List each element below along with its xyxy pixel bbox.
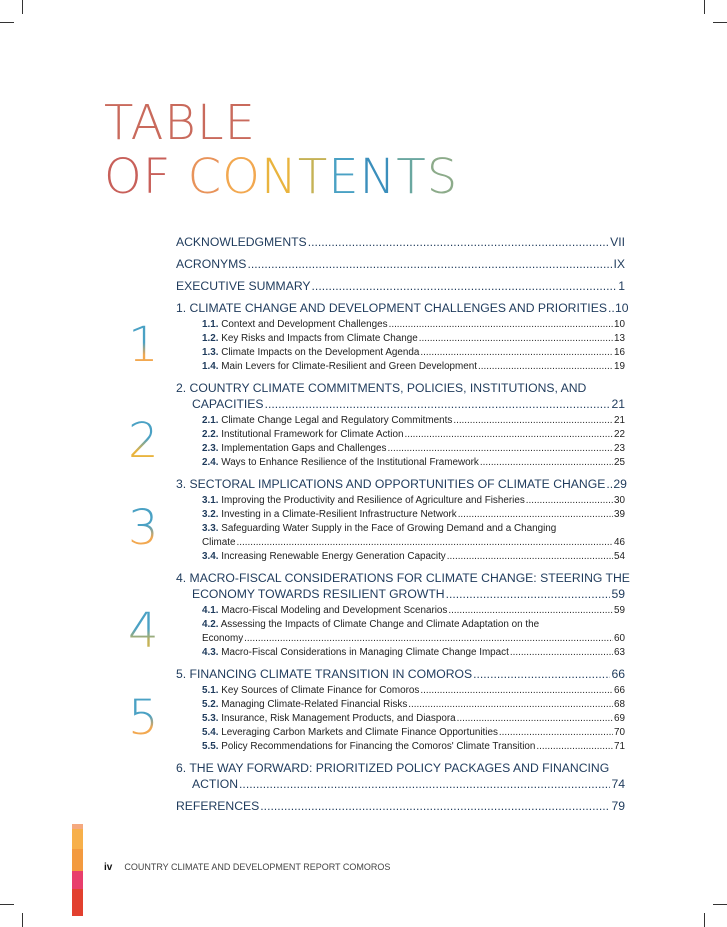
- leader-dots: [526, 494, 613, 508]
- toc-entry[interactable]: [176, 476, 625, 492]
- crop-mark: [713, 22, 727, 23]
- leader-dots: [447, 550, 613, 564]
- toc-subentry[interactable]: [176, 698, 625, 712]
- toc-page-number: 68: [614, 699, 625, 710]
- toc-subentry[interactable]: [176, 360, 625, 374]
- toc-page-number: 59: [611, 587, 625, 601]
- toc-entry-title: Leveraging Carbon Markets and Climate Finance Opportunities: [221, 727, 498, 738]
- toc-page-number: 59: [614, 605, 625, 616]
- leader-dots: [247, 256, 612, 272]
- chapter-number-3: 3: [128, 500, 159, 556]
- footer-page-number: iv: [104, 862, 113, 873]
- leader-dots: [312, 278, 618, 294]
- title-segment: N: [359, 149, 397, 205]
- toc-entry-title: Policy Recommendations for Financing the Comoros' Climate Transition: [221, 741, 536, 752]
- leader-dots: [499, 726, 613, 740]
- toc-entry-title: Insurance, Risk Management Products, and Diaspora: [221, 713, 456, 724]
- leader-dots: [420, 684, 613, 698]
- toc-entry-title: 4. MACRO-FISCAL CONSIDERATIONS FOR CLIMATE CHANGE: STEERING THE: [176, 571, 630, 585]
- toc-entry-title: Implementation Gaps and Challenges: [221, 443, 387, 454]
- leader-dots: [408, 698, 613, 712]
- toc-page-number: 10: [614, 319, 625, 330]
- toc-entry-title: Safeguarding Water Supply in the Face of Growing Demand and a Changing: [221, 523, 557, 534]
- leader-dots: [478, 360, 613, 374]
- crop-mark: [713, 904, 727, 905]
- toc-section-number: 2.1.: [202, 415, 219, 426]
- title-segment: OF: [104, 149, 188, 205]
- toc-section-number: 3.4.: [202, 551, 219, 562]
- leader-dots: [458, 508, 613, 522]
- toc-page-number: 39: [614, 509, 625, 520]
- toc-page-number: 21: [611, 397, 625, 411]
- toc-subentry[interactable]: [176, 318, 625, 332]
- page-footer: [104, 862, 390, 873]
- toc-entry-title: Institutional Framework for Climate Action: [221, 429, 404, 440]
- toc-subentry[interactable]: [176, 442, 625, 456]
- leader-dots: [308, 234, 609, 250]
- toc-entry-title: 1. CLIMATE CHANGE AND DEVELOPMENT CHALLENGES AND PRIORITIES: [176, 301, 607, 315]
- crop-mark: [0, 22, 14, 23]
- leader-dots: [239, 776, 610, 792]
- toc-section-number: 1.1.: [202, 319, 219, 330]
- title-segment: T: [297, 149, 329, 205]
- toc-section-number: 4.2.: [202, 619, 219, 630]
- title-line-2: [104, 150, 458, 204]
- toc-section-number: 1.2.: [202, 333, 219, 344]
- leader-dots: [446, 586, 611, 602]
- toc-entry-title: Improving the Productivity and Resilience of Agriculture and Fisheries: [221, 495, 525, 506]
- toc-page-number: 74: [611, 777, 625, 791]
- toc-entry-title-continued: CAPACITIES: [192, 397, 264, 411]
- toc-entry[interactable]: [176, 234, 625, 250]
- toc-entry-title: EXECUTIVE SUMMARY: [176, 279, 311, 293]
- toc-entry-title: Climate Impacts on the Development Agenda: [221, 347, 420, 358]
- toc-entry[interactable]: [176, 798, 625, 814]
- toc-page-number: 23: [614, 443, 625, 454]
- leader-dots: [419, 332, 613, 346]
- title-segment: O: [222, 149, 261, 205]
- toc-section-number: 4.3.: [202, 647, 219, 658]
- toc-subentry[interactable]: [176, 726, 625, 740]
- toc-entry-title: Macro-Fiscal Considerations in Managing Climate Change Impact: [221, 647, 509, 658]
- title-segment: E: [328, 149, 360, 205]
- toc-entry-title: Assessing the Impacts of Climate Change and Climate Adaptation on the: [220, 619, 540, 630]
- crop-mark: [22, 0, 23, 14]
- leader-dots: [404, 428, 613, 442]
- toc-page-number: 22: [614, 429, 625, 440]
- toc-subentry[interactable]: [176, 550, 625, 564]
- toc-page-number: 30: [614, 495, 625, 506]
- toc-entry-title: Key Sources of Climate Finance for Comoros: [221, 685, 420, 696]
- leader-dots: [606, 476, 612, 492]
- toc-entry-title: Ways to Enhance Resilience of the Institutional Framework: [221, 457, 479, 468]
- toc-subentry[interactable]: [176, 684, 625, 698]
- toc-page-number: 29: [613, 477, 627, 491]
- toc-page-number: 66: [611, 667, 625, 681]
- toc-entry-title: ACKNOWLEDGMENTS: [176, 235, 307, 249]
- toc-entry[interactable]: [176, 570, 630, 602]
- toc-section-number: 2.4.: [202, 457, 219, 468]
- toc-subentry[interactable]: [176, 456, 625, 470]
- toc-subentry[interactable]: [176, 740, 625, 754]
- toc-section-number: 5.5.: [202, 741, 219, 752]
- color-bar-segment: [72, 889, 83, 916]
- toc-entry-title-continued: ACTION: [192, 777, 239, 791]
- toc-entry-title: 2. COUNTRY CLIMATE COMMITMENTS, POLICIES, INSTITUTIONS, AND: [176, 381, 587, 395]
- toc-entry-title: Increasing Renewable Energy Generation Capacity: [221, 551, 446, 562]
- toc-page-number: 46: [614, 537, 625, 548]
- leader-dots: [389, 318, 613, 332]
- toc-page-number: 1: [618, 279, 625, 293]
- leader-dots: [480, 456, 613, 470]
- leader-dots: [448, 604, 613, 618]
- title-segment: N: [260, 149, 298, 205]
- crop-mark: [0, 904, 14, 905]
- toc-entry-title: Context and Development Challenges: [221, 319, 388, 330]
- toc-entry-title: 6. THE WAY FORWARD: PRIORITIZED POLICY PACKAGES AND FINANCING: [176, 761, 610, 775]
- toc-page-number: 71: [614, 741, 625, 752]
- toc-page-number: 70: [614, 727, 625, 738]
- toc-page-number: 10: [614, 301, 629, 315]
- leader-dots: [453, 414, 613, 428]
- leader-dots: [260, 798, 610, 814]
- leader-dots: [265, 396, 611, 412]
- toc-section-number: 2.2.: [202, 429, 219, 440]
- toc-subentry[interactable]: [176, 428, 625, 442]
- toc-entry[interactable]: [176, 760, 625, 792]
- toc-section-number: 5.4.: [202, 727, 219, 738]
- toc-section-number: 3.2.: [202, 509, 219, 520]
- toc-page-number: 79: [611, 799, 625, 813]
- toc-entry-title-continued: ECONOMY TOWARDS RESILIENT GROWTH: [192, 587, 445, 601]
- toc-entry-title: Climate Change Legal and Regulatory Commitments: [221, 415, 453, 426]
- toc-section-number: 1.3.: [202, 347, 219, 358]
- toc-section-number: 1.4.: [202, 361, 219, 372]
- toc-page-number: 69: [614, 713, 625, 724]
- title-segment: T: [396, 149, 427, 205]
- toc-page-number: 66: [614, 685, 625, 696]
- toc-page-number: VII: [610, 235, 625, 249]
- toc-section-number: 5.2.: [202, 699, 219, 710]
- title-line-1: [104, 96, 458, 150]
- toc-subentry[interactable]: [176, 346, 625, 360]
- toc-subentry[interactable]: [176, 508, 625, 522]
- color-bar-segment: [72, 871, 83, 889]
- leader-dots: [608, 300, 614, 316]
- toc-entry-title-continued: Economy: [202, 633, 244, 644]
- toc-page-number: 13: [614, 333, 625, 344]
- page-title: [104, 96, 458, 204]
- toc-page-number: 16: [614, 347, 625, 358]
- toc-entry-title: 5. FINANCING CLIMATE TRANSITION IN COMOROS: [176, 667, 473, 681]
- leader-dots: [536, 740, 613, 754]
- table-of-contents: [176, 234, 630, 814]
- crop-mark: [704, 0, 705, 14]
- toc-page-number: 21: [614, 415, 625, 426]
- title-segment: TABLE: [104, 95, 256, 151]
- toc-subentry[interactable]: [176, 646, 625, 660]
- title-segment: S: [426, 149, 459, 205]
- crop-mark: [704, 913, 705, 927]
- toc-entry[interactable]: [176, 300, 629, 316]
- title-segment: C: [187, 149, 223, 205]
- toc-subentry[interactable]: [176, 332, 625, 346]
- toc-section-number: 5.1.: [202, 685, 219, 696]
- toc-section-number: 4.1.: [202, 605, 219, 616]
- toc-subentry[interactable]: [176, 604, 625, 618]
- toc-page-number: 60: [614, 633, 625, 644]
- leader-dots: [244, 632, 613, 646]
- toc-section-number: 3.1.: [202, 495, 219, 506]
- color-bar-segment: [72, 829, 83, 849]
- toc-entry-title: REFERENCES: [176, 799, 260, 813]
- toc-entry[interactable]: [176, 380, 625, 412]
- toc-subentry[interactable]: [176, 522, 625, 550]
- toc-entry[interactable]: [176, 278, 625, 294]
- toc-entry-title-continued: Climate: [202, 537, 236, 548]
- chapter-number-1: 1: [128, 317, 159, 373]
- toc-subentry[interactable]: [176, 494, 625, 508]
- toc-section-number: 3.3.: [202, 523, 219, 534]
- chapter-number-2: 2: [128, 413, 159, 469]
- toc-entry-title: Investing in a Climate-Resilient Infrastructure Network: [221, 509, 457, 520]
- toc-section-number: 2.3.: [202, 443, 219, 454]
- toc-entry-title: 3. SECTORAL IMPLICATIONS AND OPPORTUNITIES OF CLIMATE CHANGE: [176, 477, 606, 491]
- toc-entry[interactable]: [176, 666, 625, 682]
- toc-page-number: 25: [614, 457, 625, 468]
- leader-dots: [387, 442, 613, 456]
- footer-report-title: COUNTRY CLIMATE AND DEVELOPMENT REPORT COMOROS: [124, 862, 391, 872]
- toc-page-number: 19: [614, 361, 625, 372]
- toc-page-number: 63: [614, 647, 625, 658]
- toc-entry[interactable]: [176, 256, 625, 272]
- color-bar-segment: [72, 849, 83, 871]
- chapter-number-4: 4: [128, 603, 159, 659]
- toc-subentry[interactable]: [176, 712, 625, 726]
- toc-subentry[interactable]: [176, 618, 625, 646]
- toc-subentry[interactable]: [176, 414, 625, 428]
- chapter-number-5: 5: [128, 690, 159, 746]
- toc-page-number: 54: [614, 551, 625, 562]
- leader-dots: [457, 712, 613, 726]
- toc-section-number: 5.3.: [202, 713, 219, 724]
- leader-dots: [510, 646, 613, 660]
- toc-entry-title: Key Risks and Impacts from Climate Change: [221, 333, 418, 344]
- toc-entry-title: Macro-Fiscal Modeling and Development Scenarios: [221, 605, 448, 616]
- crop-mark: [22, 913, 23, 927]
- leader-dots: [473, 666, 610, 682]
- toc-entry-title: Main Levers for Climate-Resilient and Green Development: [221, 361, 478, 372]
- toc-entry-title: Managing Climate-Related Financial Risks: [221, 699, 408, 710]
- toc-entry-title: ACRONYMS: [176, 257, 247, 271]
- leader-dots: [420, 346, 613, 360]
- leader-dots: [236, 536, 613, 550]
- toc-page-number: IX: [613, 257, 625, 271]
